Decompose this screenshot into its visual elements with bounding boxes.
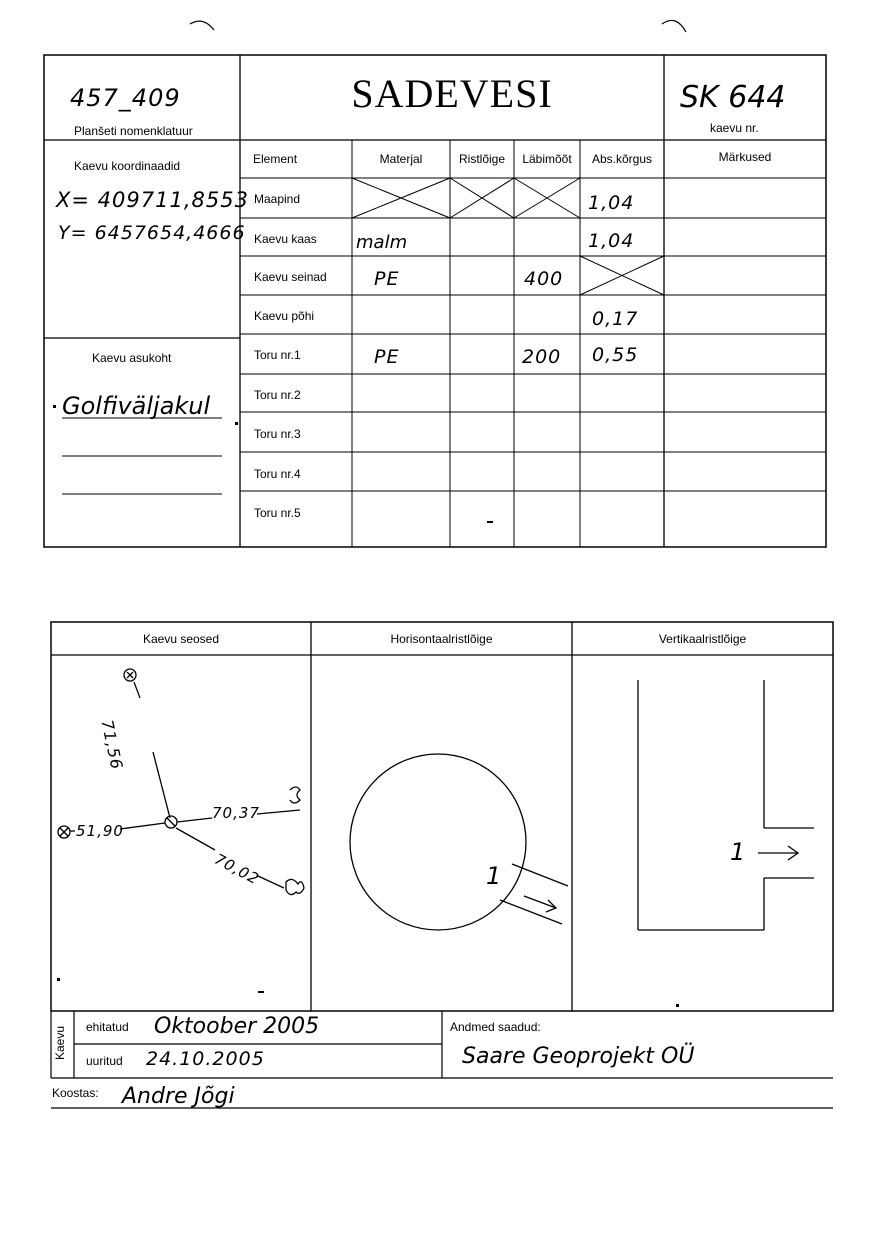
distance-lower-right: 70,02 <box>211 850 263 889</box>
location-value: Golfiväljakul <box>62 392 211 420</box>
nomenclature-value: 457_409 <box>70 84 181 112</box>
data-source-label: Andmed saadud: <box>450 1020 541 1034</box>
row-label-pipe-2: Toru nr.2 <box>254 388 301 402</box>
compiled-by-value: Andre Jõgi <box>122 1084 235 1109</box>
col-header-notes: Märkused <box>718 150 772 164</box>
built-value: Oktoober 2005 <box>154 1014 320 1039</box>
surveyed-label: uuritud <box>86 1054 123 1068</box>
abs-height-pipe-1: 0,55 <box>592 344 639 366</box>
location-label: Kaevu asukoht <box>92 351 172 365</box>
row-label-well-cover: Kaevu kaas <box>254 232 317 246</box>
distance-right: 70,37 <box>212 804 260 822</box>
connections-sketch <box>58 669 304 895</box>
row-label-pipe-4: Toru nr.4 <box>254 467 301 481</box>
horizontal-section-sketch <box>350 754 568 930</box>
material-pipe-1: PE <box>374 346 400 368</box>
pipe-number-horizontal: 1 <box>486 862 503 890</box>
vertical-section-sketch <box>638 680 814 930</box>
punch-hole-mark-left <box>190 21 214 30</box>
row-label-ground: Maapind <box>254 192 301 206</box>
punch-hole-mark-right <box>662 20 686 32</box>
coordinates-label: Kaevu koordinaadid <box>74 159 181 173</box>
nomenclature-label: Planšeti nomenklatuur <box>74 124 193 138</box>
col-header-abs-height: Abs.kõrgus <box>591 152 653 166</box>
row-label-well-walls: Kaevu seinad <box>254 270 327 284</box>
diameter-pipe-1: 200 <box>522 346 562 368</box>
col-header-element: Element <box>253 152 298 166</box>
row-label-pipe-5: Toru nr.5 <box>254 506 301 520</box>
diameter-well-walls: 400 <box>524 268 564 290</box>
well-number-value: SK 644 <box>680 80 786 115</box>
col-header-cross-section: Ristlõige <box>458 152 506 166</box>
row-label-pipe-1: Toru nr.1 <box>254 348 301 362</box>
coordinate-x: X= 409711,8553 <box>56 188 249 212</box>
abs-height-well-cover: 1,04 <box>588 230 635 252</box>
form-title: SADEVESI <box>351 71 553 116</box>
distance-top: 71,56 <box>97 718 127 772</box>
col-header-material: Materjal <box>379 152 423 166</box>
well-number-label: kaevu nr. <box>710 121 759 135</box>
data-source-value: Saare Geoprojekt OÜ <box>462 1044 695 1069</box>
compiled-by-label: Koostas: <box>52 1086 99 1100</box>
horizontal-section-title: Horisontaalristlõige <box>390 632 493 646</box>
vertical-section-title: Vertikaalristlõige <box>658 632 747 646</box>
abs-height-well-bottom: 0,17 <box>592 308 639 330</box>
connections-title: Kaevu seosed <box>142 632 220 646</box>
coordinate-y: Y= 6457654,4666 <box>58 222 246 244</box>
abs-height-ground: 1,04 <box>588 192 635 214</box>
surveyed-value: 24.10.2005 <box>146 1048 265 1070</box>
material-well-walls: PE <box>374 268 400 290</box>
distance-left: 51,90 <box>76 822 124 840</box>
material-well-cover: malm <box>356 232 408 253</box>
built-label: ehitatud <box>86 1020 129 1034</box>
well-footer-label: Kaevu <box>53 1025 67 1060</box>
row-label-pipe-3: Toru nr.3 <box>254 427 301 441</box>
pipe-number-vertical: 1 <box>730 838 747 866</box>
row-label-well-bottom: Kaevu põhi <box>254 309 315 323</box>
col-header-diameter: Läbimõõt <box>522 152 572 166</box>
